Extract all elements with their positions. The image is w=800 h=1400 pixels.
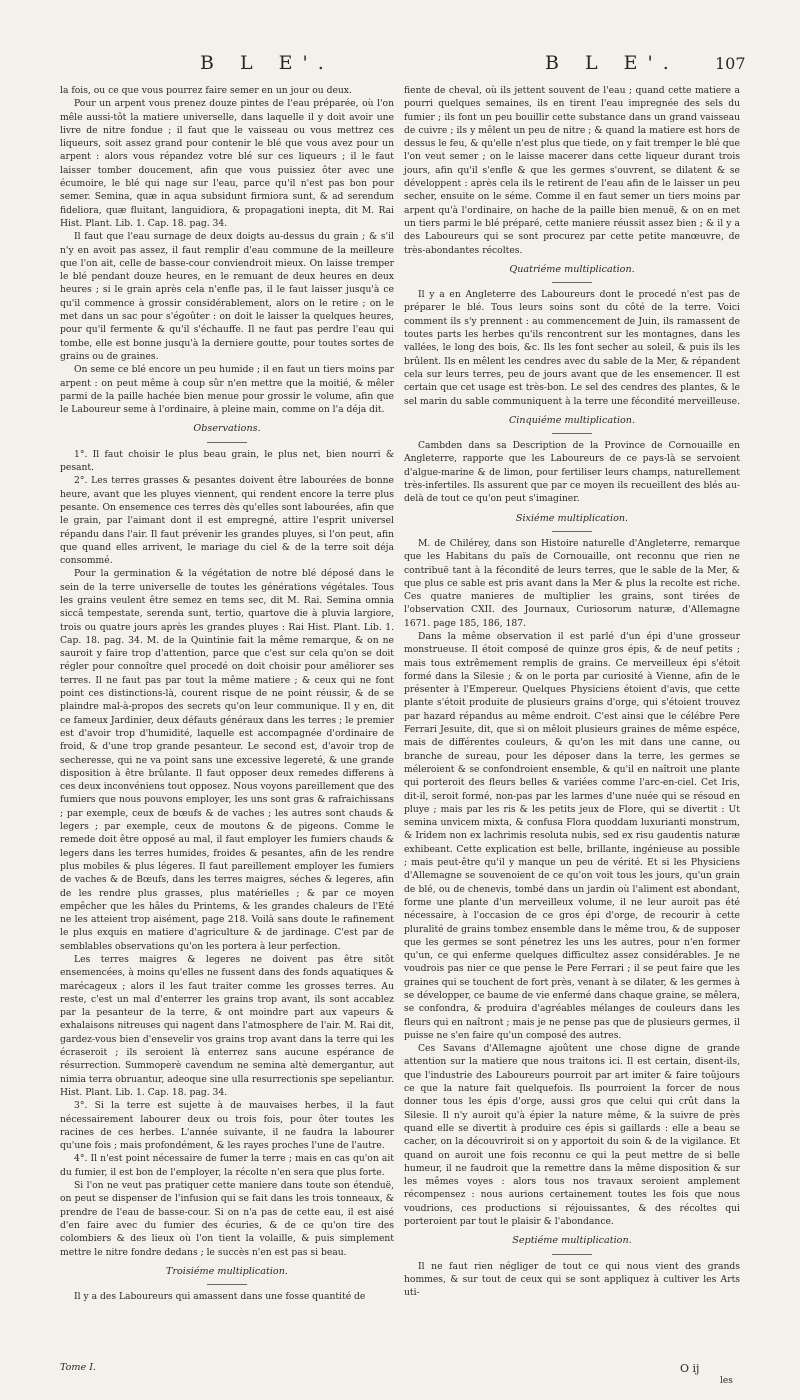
paragraph: 1°. Il faut choisir le plus beau grain, le plus net, bien nourri & pesant. [60,448,394,474]
paragraph: 3°. Si la terre est sujette à de mauvaises herbes, il la faut nécessairement labourer deux ou trois fois, pour ôter toutes les racines de ces herbes. L'année suivante, il ne faudra la labourer qu'une fois ; mais profondément, & les rayes proches l'une de l'autre. [60,1100,394,1152]
paragraph: 4°. Il n'est point nécessaire de fumer la terre ; mais en cas qu'on ait du fumier, il est bon de l'employer, la récolte n'en sera que plus forte. [60,1153,394,1178]
section-heading: Cinquiéme multiplication. [508,414,636,426]
paragraph: Pour la germination & la végétation de notre blé déposé dans le sein de la terre universelle de toutes les générations végétales. Tous les grains veulent être semez en tems sec, dit M. Rai. Semina omnia siccâ tempestate, serenda sunt, tertio, quartove die à pluvia largiore, trois ou quatre jours après les grandes pluyes : Rai Hist. Plant. Lib. 1. Cap. 18. pag. 34. M. de la Quintinie fait la même remarque, & on ne sauroit y faire trop d'attention, parce que c'est sur cela qu'on se doit régler pour connoître quel procedé on doit choisir pour améliorer ses terres. Il ne faut pas par tout la même matiere ; & ceux qui ne font point ces distinctions-là, courent risque de ne point réussir, & de se plaindre mal-à-propos des secrets qu'on leur communique. Il y en, dit ce fameux Jardinier, deux défauts généraux dans les terres ; le premier est d'avoir trop d'humidité, laquelle est accompagnée d'ordinaire de froid, & d'une trop grande pesanteur. Le second est, d'avoir trop de secheresse, qui ne va point sans une excessive legereté, & une grande disposition à être brûlante. Il faut opposer deux remedes differens à ces deux inconvéniens tout opposez. Nous voyons pareillement que des fumiers que nous pouvons employer, les uns sont gras & rafraichissans ; par exemple, ceux de bœufs & de vaches ; les autres sont chauds & legers ; par exemple, ceux de moutons & de pigeons. Comme le remede doit être opposé au mal, il faut employer les fumiers chauds & legers dans les terres humides, froides & pesantes, afin de les rendre plus mobiles & plus légeres. Il faut pareillement employer les fumiers de vaches & de Bœufs, dans les terres maigres, séches & legeres, afin de les rendre plus grasses, plus matérielles ; & par ce moyen empêcher que les hâles du Printems, & les grandes chaleurs de l'Eté ne les atteient trop aisément, page 218. Voilà sans doute le rafinement le plus exquis en matiere d'agriculture & de jardinage. C'est par de semblables observations qu'on les portera à leur perfection. [60,568,394,952]
right-column [404,84,740,1300]
section-heading: Observations. [193,423,261,435]
heading-rule [207,442,247,443]
heading-rule [552,282,592,283]
paragraph: fiente de cheval, où ils jettent souvent de l'eau ; quand cette matiere a pourri quelques semaines, ils en tirent l'eau impregnée des sels du fumier ; ils font un peu bouillir cette substance dans un grand vaisseau de cuivre ; ils y mêlent un peu de nitre ; & quand la matiere est hors de dessus le feu, & qu'elle n'est plus que tiede, on y fait tremper le blé que l'on veut semer ; on le laisse macerer dans cette liqueur durant trois jours, afin qu'il s'enfle & que les germes s'ouvrent, se dilatent & se développent : après cela ils le retirent de l'eau afin de le laisser un peu secher, ensuite on le séme. Comme il en faut semer un tiers moins par arpent qu'à l'ordinaire, on hache de la paille bien menuë, & on en met un tiers parmi le blé préparé, cette maniere réussit assez bien ; & il y a des Laboureurs qui se sont procurez par cette petite manœuvre, de très-abondantes récoltes. [404,85,740,256]
paragraph: Si l'on ne veut pas pratiquer cette maniere dans toute son étenduë, on peut se dispenser de l'infusion qui se fait dans les trois tonneaux, & prendre de l'eau de basse-cour. Si on n'a pas de cette eau, il est aisé d'en faire avec du fumier des écuries, & de ce qu'on tire des colombiers & des lieux où l'on tient la volaille, & puis simplement mettre le nitre fondre dedans ; le succès n'en est pas si beau. [60,1180,394,1258]
paragraph: Il ne faut rien négliger de tout ce qui nous vient des grands hommes, & sur tout de ceux qui se sont appliquez à cultiver les Arts uti- [404,1260,740,1299]
section-heading: Troisiéme multiplication. [166,1265,288,1277]
paragraph: Il y a en Angleterre des Laboureurs dont le procedé n'est pas de préparer le blé. Tous leurs soins sont du côté de la terre. Voici comment ils s'y prennent : au commencement de Juin, ils ramassent de toutes parts les herbes qu'ils rencontrent sur les montagnes, dans les vallées, le long des bois, &c. Ils les font secher au soleil, & puis ils les brûlent. Ils en mêlent les cendres avec du sable de la Mer, & répandent cela sur leurs terres, peu de jours avant que de les ensemencer. Il est certain que cet usage est très-bon. Le sel des cendres des plantes, & le sel marin du sable communiquent à la terre une fécondité merveilleuse. [404,289,741,407]
heading-rule [207,1284,247,1285]
left-column [60,84,394,1303]
running-head-left: B L E'. [200,52,334,74]
paragraph: la fois, ou ce que vous pourrez faire semer en un jour ou deux. [60,85,352,96]
section-heading: Septiéme multiplication. [512,1235,632,1247]
paragraph: Les terres maigres & legeres ne doivent pas être sitôt ensemencées, à moins qu'elles ne fussent dans des fonds aquatiques & marécageux ; alors il les faut traiter comme les grosses terres. Au reste, c'est un mal d'enterrer les grains trop avant, ils sont accablez par la pesanteur de la terre, & ont moindre part aux vapeurs & exhalaisons nitreuses qui nagent dans l'atmosphere de l'air. M. Rai dit, gardez-vous bien d'ensevelir vos grains trop avant dans la terre qui les écraseroit ; ils seroient là enterrez sans aucune espérance de résurrection. Summoperè cavendum ne semina altè demergantur, aut nimia terra obruantur, adeoque sine ulla resurrectionis spe sepeliantur. Hist. Plant. Lib. 1. Cap. 18. pag. 34. [60,954,394,1098]
page-number: 107 [715,54,746,73]
heading-rule [552,1254,592,1255]
paragraph: Dans la même observation il est parlé d'un épi d'une grosseur monstrueuse. Il étoit composé de quinze gros épis, & de neuf petits ; mais tous extrêmement remplis de grains. Ce merveilleux épi s'étoit formé dans la Silesie ; & on le porta par curiosité à Vienne, afin de le présenter à l'Empereur. Quelques Physiciens étoient d'avis, que cette plante s'étoit produite de plusieurs grains d'orge, qui s'étoient trouvez par hazard répandus au même endroit. C'est ainsi que le célébre Pere Ferrari Jesuite, dit, que si on mêloit plusieurs graines de même espéce, mais de différentes couleurs, & qu'on les mit dans une canne, ou branche de sureau, pour les déposer dans la terre, les germes se méleroient & se confondroient ensemble, & qu'il en naîtroit une plante qui porteroit des fleurs belles & variées comme l'arc-en-ciel. Cet Iris, dit-il, seroit formé, non-pas par les larmes d'une nuée qui se résoud en pluye ; mais par les ris & les petits jeux de Flore, qui se divertit : Ut semina unvicem mixta, & confusa Flora quoddam luxurianti monstrum, & Iridem non ex lachrimis resoluta nubis, sed ex risu gaudentis naturæ exhibeant. Cette explication est belle, brillante, ingénieuse au possible ; mais peut-être qu'il y manque un peu de vérité. Et si les Physiciens d'Allemagne se souvenoient de ce qu'on voit tous les jours, qu'un grain de blé, ou de chenevis, tombé dans un jardin où l'aliment est abondant, forme une plante d'un merveilleux volume, il ne leur auroit pas été nécessaire, à l'occasion de ce gros épi d'orge, de recourir à cette pluralité de grains tombez ensemble dans le même trou, & de supposer que les germes se sont pénetrez les uns les autres, pour n'en former qu'un, ce qui enferme quelques difficultez assez considérables. Je ne voudrois pas nier ce que pense le Pere Ferrari ; il se peut faire que les graines qui se touchent de fort près, venant à se dilater, & les germes à se développer, ce baume de vie enfermé dans chaque graine, se mêlera, se confondra, & produira d'agréables mélanges de couleurs dans les fleurs qui en naîtront ; mais je ne pense pas que de plusieurs germes, il puisse ne s'en faire qu'un composé des autres. [404,630,741,1041]
section-heading: Quatriéme multiplication. [509,263,635,275]
paragraph: Il y a des Laboureurs qui amassent dans une fosse quantité de [74,1291,366,1303]
paragraph: Pour un arpent vous prenez douze pintes de l'eau préparée, où l'on mêle aussi-tôt la matiere universelle, dans laquelle il y doit avoir une livre de nitre fondue ; il faut que le vaisseau ou vous mettrez ces liqueurs, soit assez grand pour contenir le blé que vous avez pour un arpent : alors vous répandez votre blé sur ces liqueurs ; il le faut laisser tomber doucement, afin que vous puissiez ôter avec une écumoire, le blé qui nage sur l'eau, parce qu'il n'est pas bon pour semer. Semina, quæ in aqua subsidunt firmiora sunt, & ad serendum fideliora, quæ fluitant, languidiora, & propagationi inepta, dit M. Rai Hist. Plant. Lib. 1. Cap. 18. pag. 34. [60,98,394,229]
heading-rule [552,531,592,532]
paragraph: Ces Savans d'Allemagne ajoûtent une chose digne de grande attention sur la matiere que nous traitons ici. Il est certain, disent-ils, que l'industrie des Laboureurs pourroit par art imiter & faire toûjours ce que la nature fait quelquefois. Ils pourroient la forcer de nous donner tous les épis d'orge, aussi gros que celui qui crût dans la Silesie. Il n'y auroit qu'à épier la nature même, & la suivre de près quand elle se divertit à produire ces épis si gaillards : elle a beau se cacher, on la découvriroit si on y apportoit du soin & de la vigilance. Et quand on auroit une fois reconnu ce qui la peut mettre de si belle humeur, il ne faudroit que la remettre dans la même disposition & sur les mêmes voyes : alors tous nos travaux seroient amplement récompensez : nous aurions certainement toutes les fois que nous voudrions, ces productions si réjouissantes, & des récoltes qui porteroient par tout le plaisir & l'abondance. [404,1043,740,1228]
catchword: les [720,1376,733,1386]
section-heading: Sixiéme multiplication. [515,512,629,524]
gathering-signature: O ij [680,1362,700,1375]
page-header [0,52,800,76]
paragraph: Cambden dans sa Description de la Province de Cornouaille en Angleterre, rapporte que les Laboureurs de ce pays-là se servoient d'algue-marine & de limon, pour fertiliser leurs champs, naturellement très-infertiles. Ils assurent que par ce moyen ils recueillent des blés au-delà de tout ce qu'on peut s'imaginer. [404,440,740,505]
volume-signature: Tome I. [60,1362,97,1373]
paragraph: Il faut que l'eau surnage de deux doigts au-dessus du grain ; & s'il n'y en avoit pas assez, il faut remplir d'eau commune de la meilleure que l'on ait, celle de basse-cour conviendroit mieux. On laisse tremper le blé pendant douze heures, en le remuant de deux heures en deux heures ; si le grain après cela n'enfle pas, il le faut laisser jusqu'à ce qu'il commence à grossir considérablement, alors on le retire ; on le met dans un sac pour s'égoûter : on doit le laisser la quelques heures, pour qu'il fermente & qu'il s'échauffe. Il ne faut pas perdre l'eau qui tombe, elle est bonne jusqu'à la derniere goutte, pour toutes sortes de grains ou de graines. [60,231,394,362]
running-head-right: B L E'. [545,52,679,74]
paragraph: On seme ce blé encore un peu humide ; il en faut un tiers moins par arpent : on peut même à coup sûr n'en mettre que la moitié, & mêler parmi de la paille hachée bien menue pour grossir le volume, afin que le Laboureur seme à l'ordinaire, à pleine main, comme on l'a déja dit. [60,364,394,416]
heading-rule [552,433,592,434]
paragraph: 2°. Les terres grasses & pesantes doivent être labourées de bonne heure, avant que les pluyes viennent, qui rendent encore la terre plus pesante. On ensemence ces terres dès qu'elles sont labourées, afin que le grain, par l'aimant dont il est empregné, attire l'esprit universel répandu dans l'air. Il faut prévenir les grandes pluyes, si l'on peut, afin que quand elles arrivent, le mariage du ciel & de la terre soit déja consommé. [60,475,394,567]
paragraph: M. de Chilérey, dans son Histoire naturelle d'Angleterre, remarque que les Habitans du païs de Cornouaille, ont reconnu que rien ne contribuë tant à la fécondité de leurs terres, que le sable de la Mer, & que plus ce sable est pris avant dans la Mer & plus la recolte est riche. Ces quatre manieres de multiplier les grains, sont tirées de l'observation CXII. des Journaux, Curiosorum naturæ, d'Allemagne 1671. page 185, 186, 187. [404,537,740,629]
